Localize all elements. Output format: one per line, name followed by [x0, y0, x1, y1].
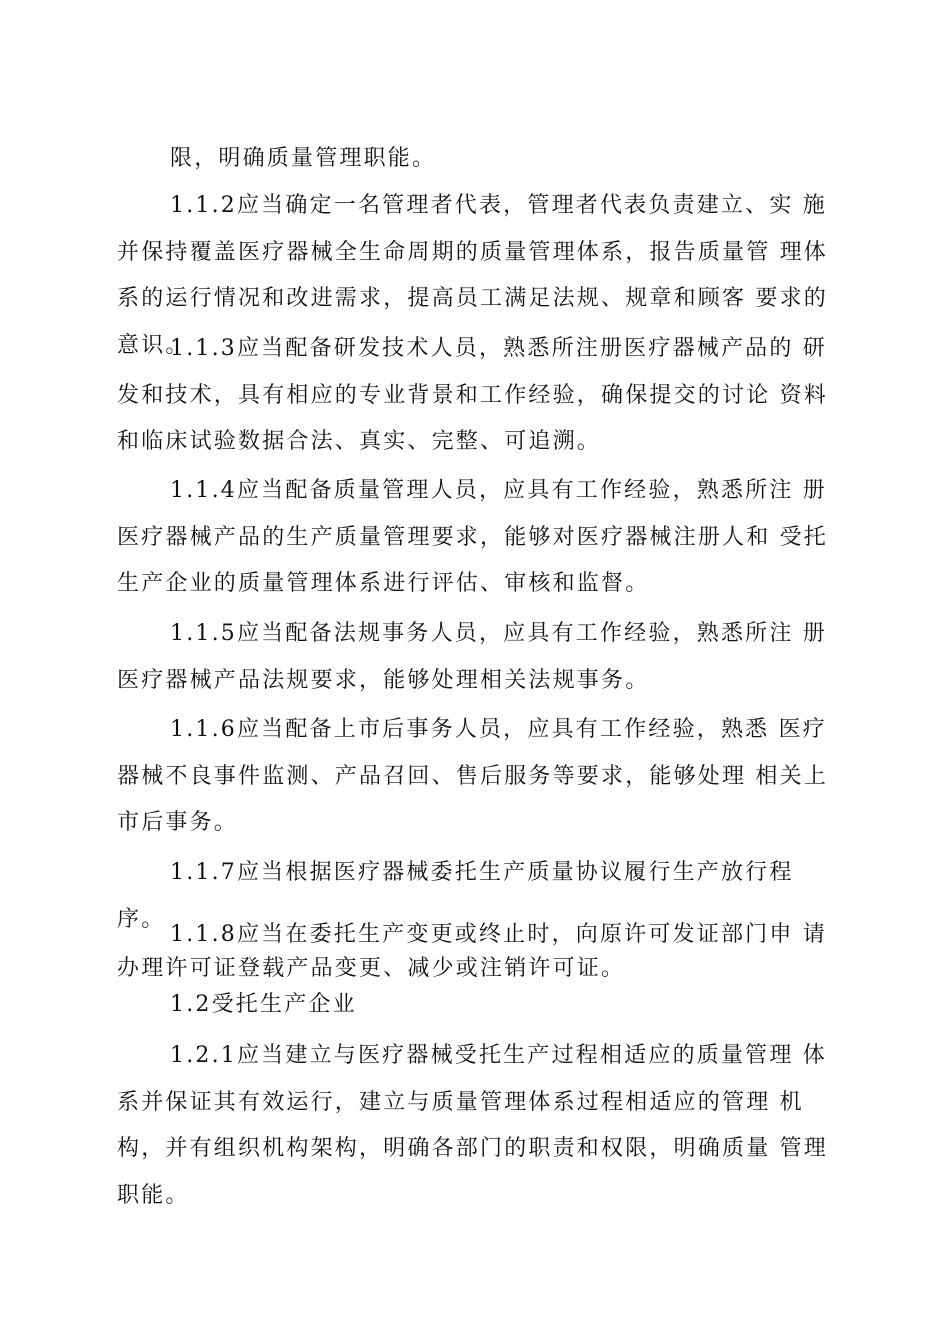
paragraph-1-1-7: 1.1.7应当根据医疗器械委托生产质量协议履行生产放行程 序。: [117, 860, 794, 932]
paragraph-1-1-4: 1.1.4应当配备质量管理人员，应具有工作经验，熟悉所注 册医疗器械产品的生产质量管理要求，能够对医疗器械注册人和 受托生产企业的质量管理体系进行评估、审核和监督。: [117, 478, 828, 596]
paragraph-1-1-6: 1.1.6应当配备上市后事务人员，应具有工作经验，熟悉 医疗器械不良事件监测、产品召回、售后服务等要求，能够处理 相关上市后事务。: [117, 717, 828, 835]
paragraph-1-2-1: 1.2.1应当建立与医疗器械受托生产过程相适应的质量管理 体系并保证其有效运行，建立与质量管理体系过程相适应的管理 机构，并有组织机构架构，明确各部门的职责和权限，明确质量 管理职能。: [117, 1043, 828, 1208]
paragraph-1-1-8: 1.1.8应当在委托生产变更或终止时，向原许可发证部门申 请办理许可证登载产品变更、减少或注销许可证。: [117, 922, 827, 981]
section-heading-1-2: 1.2受托生产企业: [170, 992, 357, 1017]
paragraph-1-1-2: 1.1.2应当确定一名管理者代表，管理者代表负责建立、实 施并保持覆盖医疗器械全生命周期的质量管理体系，报告质量管 理体系的运行情况和改进需求，提高员工满足法规、规章和顾客 要求的意识。: [117, 193, 828, 358]
paragraph-1-1-5: 1.1.5应当配备法规事务人员，应具有工作经验，熟悉所注 册医疗器械产品法规要求，能够处理相关法规事务。: [117, 621, 827, 693]
paragraph-1-1-3: 1.1.3应当配备研发技术人员，熟悉所注册医疗器械产品的 研发和技术，具有相应的专业背景和工作经验，确保提交的讨论 资料和临床试验数据合法、真实、完整、可追溯。: [117, 336, 828, 454]
paragraph-continuation: 限，明确质量管理职能。: [170, 146, 437, 171]
